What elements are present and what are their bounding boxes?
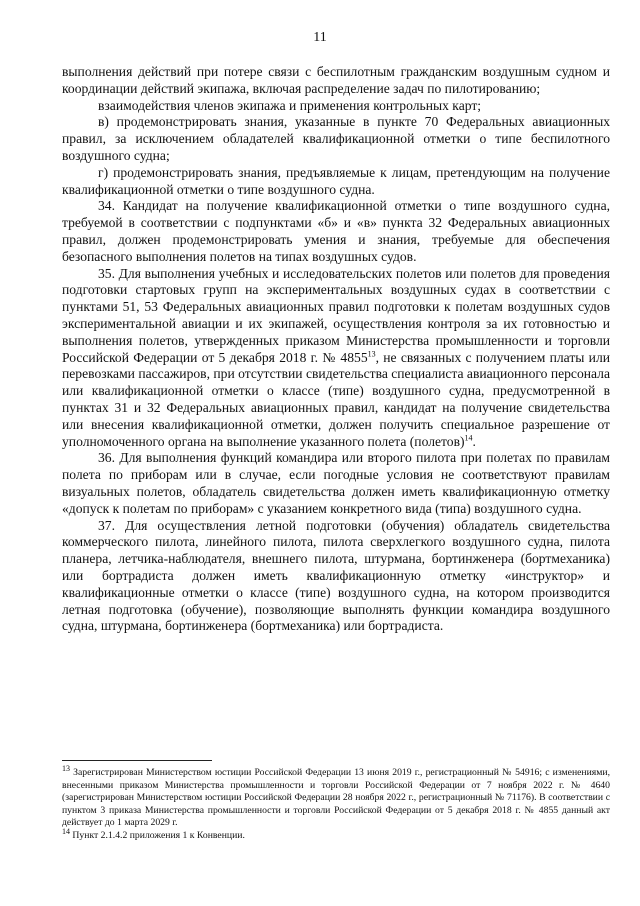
footnote-14	[62, 826, 610, 843]
footnotes	[62, 760, 610, 843]
footnote-ref-13[interactable]: 13	[367, 349, 376, 359]
paragraph-34: 34. Кандидат на получение квалификационной отметки о типе воздушного судна, требуемой в соответствии с подпунктами «б» и «в» пункта 32 Федеральных авиационных правил, должен продемонстрировать умения и знания, требуемые для обеспечения безопасного выполнения полетов на типах воздушных судов.	[62, 198, 610, 264]
paragraph-2: взаимодействия членов экипажа и применения контрольных карт;	[98, 97, 482, 113]
footnote-ref-14[interactable]: 14	[464, 433, 473, 442]
paragraph-1: выполнения действий при потере связи с беспилотным гражданским воздушным судном и координации действий экипажа, включая распределение задач по пилотированию;	[62, 64, 610, 96]
paragraph-35-part-3: .	[472, 433, 476, 449]
paragraph-36: 36. Для выполнения функций командира или второго пилота при полетах по правилам полета по приборам или в случае, если погодные условия не соответствуют правилам визуальных полетов, обладатель свидетельства должен иметь квалификационную отметку «допуск к полетам по приборам» с указанием конкретного вида (типа) воздушного судна.	[62, 450, 610, 516]
footnote-13-mark: 13	[62, 763, 70, 773]
paragraph-37: 37. Для осуществления летной подготовки (обучения) обладатель свидетельства коммерческого пилота, линейного пилота, пилота сверхлегкого воздушного судна, пилота планера, летчика-наблюдателя, внешнего пилота, штурмана, бортинженера (бортмеханика) или бортрадиста должен иметь квалификационную отметку «инструктор» и квалификационные отметки о классе (типе) воздушного судна, на котором производится летная подготовка (обучение), позволяющие выполнять функции командира воздушного судна, штурмана, бортинженера (бортмеханика) или бортрадиста.	[62, 517, 610, 634]
paragraph-4: г) продемонстрировать знания, предъявляемые к лицам, претендующим на получение квалификационной отметки о типе воздушного судна.	[62, 164, 610, 197]
footnote-13	[62, 763, 610, 830]
body-text	[62, 64, 610, 635]
paragraph-35-part-2: , не связанных с получением платы или перевозками пассажиров, при отсутствии свидетельства специалиста авиационного персонала или квалификационной отметки о классе (типе) воздушного судна, предусмотренной в пунктах 31 и 32 Федеральных авиационных правил, кандидат на получение свидетельства или внесения квалификационной отметки, должен получить специальное разрешение от уполномоченного органа на выполнение указанного полета (полетов)	[62, 349, 611, 449]
paragraph-3: в) продемонстрировать знания, указанные в пункте 70 Федеральных авиационных правил, за исключением обладателей квалификационной отметки о типе беспилотного воздушного судна;	[62, 114, 610, 163]
footnote-13-text: Зарегистрирован Министерством юстиции Российской Федерации 13 июня 2019 г., регистрационный № 54916; с изменениями, внесенными приказом Министерства промышленности и торговли Российской Федерации от 7 ноября 2022 г. № 4640 (зарегистрирован Министерством юстиции Российской Федерации 28 ноября 2022 г., регистрационный № 71176). В соответствии с пунктом 3 приказа Министерства промышленности и торговли Российской Федерации от 5 декабря 2018 г. № 4855 данный акт действует до 1 марта 2029 г.	[62, 767, 610, 829]
footnote-14-text: Пункт 2.1.4.2 приложения 1 к Конвенции.	[70, 829, 245, 841]
footnote-divider	[62, 760, 212, 761]
paragraph-35	[62, 266, 610, 451]
page-number: 11	[313, 30, 327, 45]
footnote-14-mark: 14	[62, 826, 70, 836]
paragraph-35-part-1: 35. Для выполнения учебных и исследовательских полетов или полетов для проведения подготовки стартовых групп на экспериментальных воздушных судах в соответствии с пунктами 51, 53 Федеральных авиационных правил подготовки к полетам воздушных судов экспериментальной авиации и их экипажей, осуществления контроля за их готовностью и выполнения полетов, утвержденных приказом Министерства промышленности и торговли Российской Федерации от 5 декабря 2018 г. № 4855	[62, 265, 610, 365]
